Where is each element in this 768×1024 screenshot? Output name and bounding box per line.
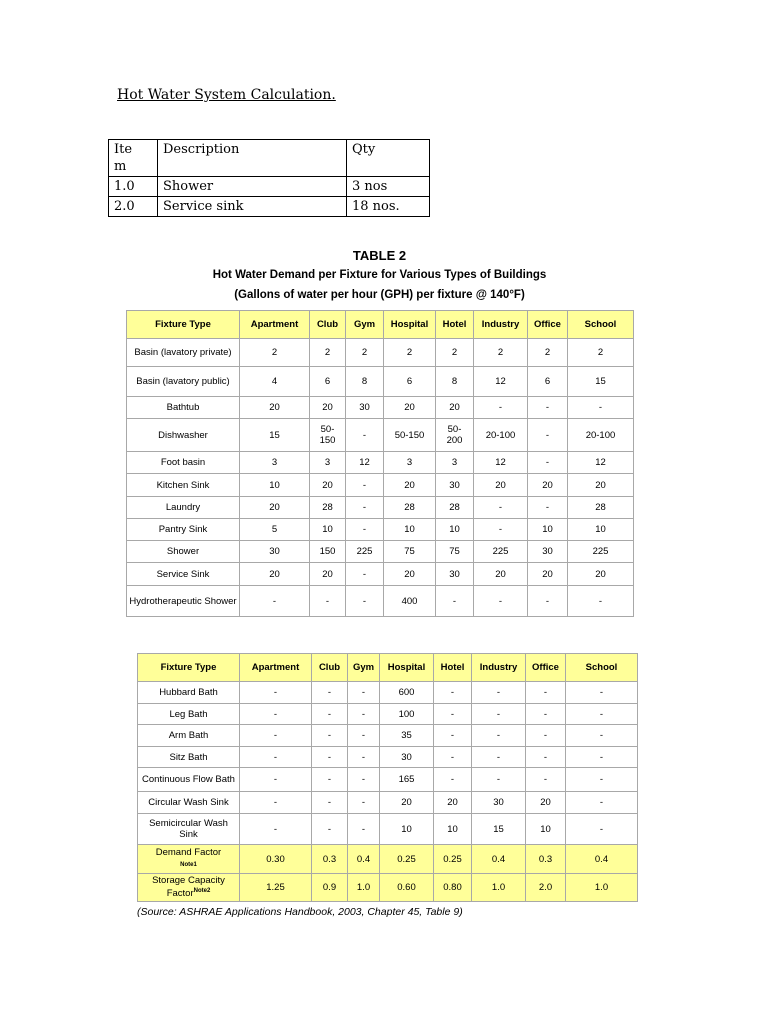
demand-value-cell: 50- 150	[310, 419, 346, 452]
demand-value-cell: 12	[346, 452, 384, 474]
demand-value-cell: -	[528, 497, 568, 519]
factor-note: Note2	[193, 888, 211, 895]
item-number: 1.0	[109, 177, 158, 197]
document-title: Hot Water System Calculation.	[117, 87, 336, 103]
demand-value-cell: -	[526, 768, 566, 792]
demand-value-cell: -	[240, 747, 312, 768]
demand-value-cell: -	[526, 704, 566, 725]
column-header: Club	[310, 311, 346, 339]
table-row	[127, 519, 634, 541]
table-row	[127, 367, 634, 397]
column-header: School	[568, 311, 634, 339]
demand-value-cell: -	[472, 682, 526, 704]
demand-value-cell: 10	[526, 814, 566, 845]
demand-value-cell: -	[526, 747, 566, 768]
demand-value-cell: -	[310, 586, 346, 617]
demand-value-cell: -	[312, 682, 348, 704]
demand-value-cell: 150	[310, 541, 346, 563]
column-header: Hotel	[434, 654, 472, 682]
demand-value-cell: 20	[384, 563, 436, 586]
demand-value-cell: 35	[380, 725, 434, 747]
fixture-type-cell: Kitchen Sink	[127, 474, 240, 497]
fixture-type-cell: Arm Bath	[138, 725, 240, 747]
factor-row	[138, 845, 638, 874]
factor-value-cell: 0.4	[348, 845, 380, 874]
demand-value-cell: 2	[436, 339, 474, 367]
demand-value-cell: 8	[436, 367, 474, 397]
demand-value-cell: -	[566, 768, 638, 792]
demand-value-cell: 2	[568, 339, 634, 367]
factor-label: Demand Factor	[155, 847, 222, 858]
column-header: Apartment	[240, 654, 312, 682]
demand-value-cell: -	[240, 586, 310, 617]
demand-value-cell: -	[528, 586, 568, 617]
demand-value-cell: 225	[474, 541, 528, 563]
factor-value-cell: 1.0	[348, 874, 380, 902]
demand-value-cell: 20	[310, 397, 346, 419]
fixture-type-cell: Continuous Flow Bath	[138, 768, 240, 792]
demand-value-cell: 3	[436, 452, 474, 474]
demand-value-cell: 20	[474, 563, 528, 586]
demand-value-cell: -	[434, 747, 472, 768]
source-citation: (Source: ASHRAE Applications Handbook, 2003, Chapter 45, Table 9)	[137, 906, 463, 918]
demand-value-cell: -	[566, 747, 638, 768]
demand-value-cell: -	[240, 814, 312, 845]
demand-value-cell: -	[474, 397, 528, 419]
demand-value-cell: -	[312, 725, 348, 747]
demand-value-cell: -	[346, 497, 384, 519]
fixture-type-cell: Hydrotherapeutic Shower	[127, 586, 240, 617]
demand-value-cell: 50- 200	[436, 419, 474, 452]
factor-value-cell: 0.3	[312, 845, 348, 874]
demand-value-cell: 20	[310, 563, 346, 586]
demand-value-cell: 30	[240, 541, 310, 563]
factor-value-cell: 0.25	[434, 845, 472, 874]
fixture-type-cell: Leg Bath	[138, 704, 240, 725]
demand-value-cell: 2	[384, 339, 436, 367]
demand-value-cell: -	[566, 792, 638, 814]
demand-value-cell: -	[348, 725, 380, 747]
table-row	[138, 814, 638, 845]
demand-value-cell: 20	[528, 563, 568, 586]
demand-value-cell: -	[346, 563, 384, 586]
demand-value-cell: 20	[380, 792, 434, 814]
demand-value-cell: -	[528, 397, 568, 419]
factor-value-cell: 0.9	[312, 874, 348, 902]
demand-value-cell: -	[472, 704, 526, 725]
fixture-type-cell: Bathtub	[127, 397, 240, 419]
demand-value-cell: 20-100	[568, 419, 634, 452]
table-row	[127, 452, 634, 474]
factor-value-cell: 1.0	[472, 874, 526, 902]
demand-value-cell: 3	[384, 452, 436, 474]
demand-value-cell: 20	[384, 397, 436, 419]
description-column-header: Description	[158, 140, 347, 177]
table-row	[138, 792, 638, 814]
demand-value-cell: 10	[380, 814, 434, 845]
factor-value-cell: 0.4	[472, 845, 526, 874]
demand-table-header-row	[138, 654, 638, 682]
fixture-type-cell: Shower	[127, 541, 240, 563]
demand-value-cell: 20	[474, 474, 528, 497]
fixture-type-cell: Hubbard Bath	[138, 682, 240, 704]
fixture-type-cell: Service Sink	[127, 563, 240, 586]
demand-value-cell: -	[526, 725, 566, 747]
table-row	[127, 474, 634, 497]
fixture-type-cell: Laundry	[127, 497, 240, 519]
demand-value-cell: 10	[434, 814, 472, 845]
demand-value-cell: -	[348, 747, 380, 768]
table-row	[138, 768, 638, 792]
demand-value-cell: 10	[384, 519, 436, 541]
demand-value-cell: -	[474, 519, 528, 541]
demand-value-cell: -	[528, 452, 568, 474]
column-header: Apartment	[240, 311, 310, 339]
demand-value-cell: 10	[240, 474, 310, 497]
item-column-header: Ite m	[109, 140, 158, 177]
demand-value-cell: 20	[568, 563, 634, 586]
demand-value-cell: 2	[310, 339, 346, 367]
demand-value-cell: 50-150	[384, 419, 436, 452]
table-units-caption: (Gallons of water per hour (GPH) per fixture @ 140°F)	[234, 289, 525, 301]
factor-value-cell: 0.30	[240, 845, 312, 874]
demand-value-cell: -	[348, 682, 380, 704]
demand-value-cell: 30	[528, 541, 568, 563]
demand-value-cell: 20	[310, 474, 346, 497]
hot-water-demand-table-2	[137, 653, 638, 902]
demand-value-cell: 225	[568, 541, 634, 563]
demand-value-cell: -	[568, 397, 634, 419]
column-header: Office	[526, 654, 566, 682]
demand-value-cell: 28	[310, 497, 346, 519]
demand-value-cell: 12	[474, 367, 528, 397]
demand-value-cell: -	[526, 682, 566, 704]
demand-value-cell: 28	[568, 497, 634, 519]
fixture-type-cell: Pantry Sink	[127, 519, 240, 541]
demand-value-cell: 20	[526, 792, 566, 814]
demand-value-cell: 20-100	[474, 419, 528, 452]
demand-value-cell: 165	[380, 768, 434, 792]
demand-value-cell: -	[436, 586, 474, 617]
demand-value-cell: -	[348, 814, 380, 845]
demand-value-cell: 6	[384, 367, 436, 397]
demand-value-cell: 6	[310, 367, 346, 397]
table-row	[127, 497, 634, 519]
table-row	[138, 725, 638, 747]
demand-value-cell: -	[312, 747, 348, 768]
demand-value-cell: 4	[240, 367, 310, 397]
item-qty: 18 nos.	[347, 197, 430, 217]
column-header: Fixture Type	[138, 654, 240, 682]
table-row	[127, 586, 634, 617]
demand-table-header-row	[127, 311, 634, 339]
demand-value-cell: -	[474, 497, 528, 519]
factor-value-cell: 2.0	[526, 874, 566, 902]
demand-value-cell: 2	[346, 339, 384, 367]
fixture-type-cell: Sitz Bath	[138, 747, 240, 768]
demand-value-cell: -	[346, 474, 384, 497]
fixture-type-cell: Foot basin	[127, 452, 240, 474]
fixture-type-cell: Semicircular Wash Sink	[138, 814, 240, 845]
column-header: Office	[528, 311, 568, 339]
factor-value-cell: 0.80	[434, 874, 472, 902]
column-header: Industry	[474, 311, 528, 339]
demand-value-cell: 30	[472, 792, 526, 814]
factor-value-cell: 0.25	[380, 845, 434, 874]
demand-value-cell: -	[312, 792, 348, 814]
demand-value-cell: -	[346, 586, 384, 617]
demand-value-cell: 75	[436, 541, 474, 563]
demand-value-cell: 20	[240, 497, 310, 519]
demand-value-cell: 225	[346, 541, 384, 563]
demand-value-cell: 2	[474, 339, 528, 367]
demand-value-cell: 28	[436, 497, 474, 519]
factor-label-cell	[138, 874, 240, 902]
demand-value-cell: -	[472, 768, 526, 792]
demand-value-cell: 20	[240, 563, 310, 586]
demand-value-cell: -	[434, 725, 472, 747]
demand-value-cell: -	[346, 419, 384, 452]
demand-value-cell: -	[240, 704, 312, 725]
demand-value-cell: 15	[568, 367, 634, 397]
factor-value-cell: 1.0	[566, 874, 638, 902]
demand-value-cell: 400	[384, 586, 436, 617]
demand-value-cell: 30	[436, 563, 474, 586]
column-header: Industry	[472, 654, 526, 682]
demand-value-cell: -	[434, 704, 472, 725]
column-header: Hospital	[380, 654, 434, 682]
column-header: Club	[312, 654, 348, 682]
demand-value-cell: 20	[434, 792, 472, 814]
table-row	[127, 563, 634, 586]
factor-note: Note1	[180, 862, 197, 868]
demand-value-cell: -	[312, 704, 348, 725]
table-row	[127, 419, 634, 452]
demand-value-cell: 12	[474, 452, 528, 474]
demand-value-cell: -	[434, 682, 472, 704]
demand-value-cell: -	[434, 768, 472, 792]
demand-value-cell: 30	[346, 397, 384, 419]
demand-value-cell: 6	[528, 367, 568, 397]
factor-value-cell: 0.4	[566, 845, 638, 874]
table-row	[138, 682, 638, 704]
demand-value-cell: 20	[436, 397, 474, 419]
item-table-row	[109, 197, 430, 217]
table-title: TABLE 2	[352, 248, 407, 263]
demand-value-cell: -	[240, 725, 312, 747]
demand-value-cell: 15	[240, 419, 310, 452]
item-table-row	[109, 177, 430, 197]
fixture-type-cell: Dishwasher	[127, 419, 240, 452]
demand-value-cell: 10	[436, 519, 474, 541]
demand-value-cell: 10	[568, 519, 634, 541]
column-header: Gym	[346, 311, 384, 339]
demand-value-cell: 100	[380, 704, 434, 725]
demand-value-cell: 28	[384, 497, 436, 519]
demand-value-cell: 2	[528, 339, 568, 367]
column-header: Gym	[348, 654, 380, 682]
demand-value-cell: 12	[568, 452, 634, 474]
factor-value-cell: 0.60	[380, 874, 434, 902]
item-table-header-row	[109, 140, 430, 177]
demand-value-cell: -	[240, 792, 312, 814]
fixture-type-cell: Basin (lavatory public)	[127, 367, 240, 397]
demand-value-cell: 20	[528, 474, 568, 497]
table-row	[127, 339, 634, 367]
demand-value-cell: -	[474, 586, 528, 617]
demand-value-cell: -	[472, 747, 526, 768]
demand-value-cell: -	[348, 768, 380, 792]
demand-value-cell: 10	[528, 519, 568, 541]
table-row	[127, 541, 634, 563]
item-description: Service sink	[158, 197, 347, 217]
factor-label: Storage Capacity Factor	[152, 875, 225, 900]
demand-value-cell: -	[348, 704, 380, 725]
demand-value-cell: 3	[240, 452, 310, 474]
demand-value-cell: -	[566, 682, 638, 704]
hot-water-demand-table-1	[126, 310, 634, 617]
demand-value-cell: -	[566, 704, 638, 725]
demand-value-cell: 8	[346, 367, 384, 397]
table-subtitle: Hot Water Demand per Fixture for Various Types of Buildings	[212, 269, 547, 281]
demand-value-cell: 5	[240, 519, 310, 541]
demand-value-cell: 20	[240, 397, 310, 419]
demand-value-cell: 2	[240, 339, 310, 367]
demand-value-cell: 10	[310, 519, 346, 541]
item-description: Shower	[158, 177, 347, 197]
demand-value-cell: 20	[384, 474, 436, 497]
demand-value-cell: 30	[436, 474, 474, 497]
demand-value-cell: 75	[384, 541, 436, 563]
demand-value-cell: 30	[380, 747, 434, 768]
factor-value-cell: 0.3	[526, 845, 566, 874]
demand-value-cell: -	[566, 814, 638, 845]
column-header: Fixture Type	[127, 311, 240, 339]
factor-label-cell	[138, 845, 240, 874]
demand-value-cell: 15	[472, 814, 526, 845]
demand-value-cell: -	[240, 768, 312, 792]
column-header: School	[566, 654, 638, 682]
column-header: Hotel	[436, 311, 474, 339]
demand-value-cell: -	[528, 419, 568, 452]
qty-column-header: Qty	[347, 140, 430, 177]
column-header: Hospital	[384, 311, 436, 339]
demand-value-cell: 20	[568, 474, 634, 497]
demand-value-cell: 3	[310, 452, 346, 474]
table-row	[127, 397, 634, 419]
demand-value-cell: -	[348, 792, 380, 814]
demand-value-cell: -	[566, 725, 638, 747]
table-row	[138, 704, 638, 725]
fixture-type-cell: Circular Wash Sink	[138, 792, 240, 814]
demand-value-cell: -	[346, 519, 384, 541]
table-row	[138, 747, 638, 768]
demand-value-cell: -	[472, 725, 526, 747]
item-number: 2.0	[109, 197, 158, 217]
factor-row	[138, 874, 638, 902]
demand-value-cell: -	[312, 814, 348, 845]
fixture-type-cell: Basin (lavatory private)	[127, 339, 240, 367]
item-quantity-table	[108, 139, 430, 217]
demand-value-cell: -	[240, 682, 312, 704]
demand-value-cell: -	[312, 768, 348, 792]
demand-value-cell: 600	[380, 682, 434, 704]
item-qty: 3 nos	[347, 177, 430, 197]
demand-value-cell: -	[568, 586, 634, 617]
factor-value-cell: 1.25	[240, 874, 312, 902]
